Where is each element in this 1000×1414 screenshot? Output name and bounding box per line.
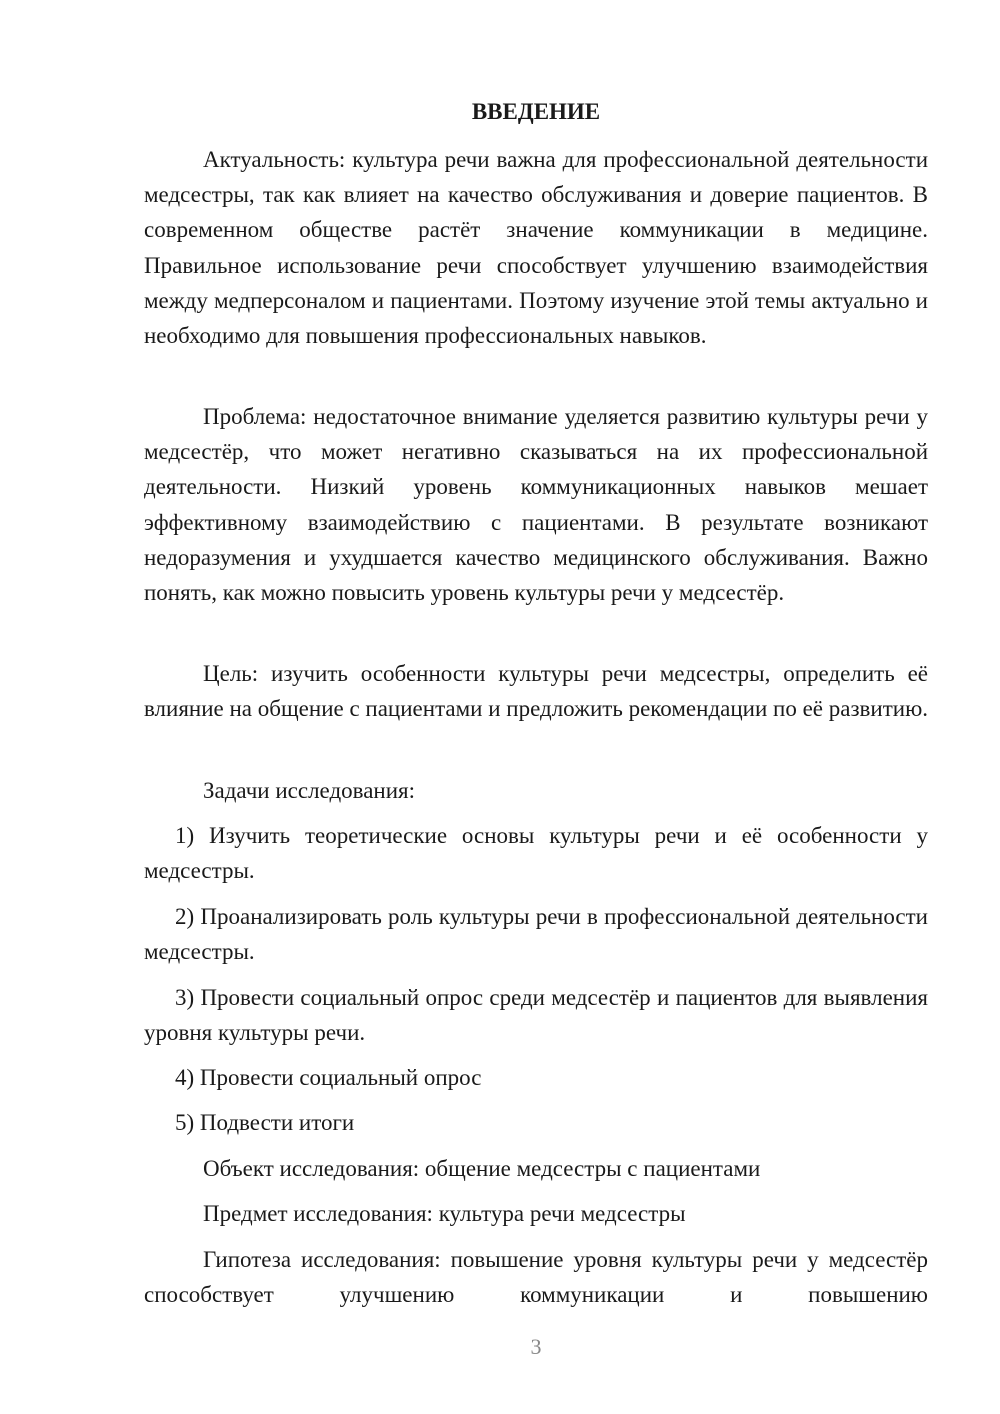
paragraph-object: Объект исследования: общение медсестры с пациентами <box>203 1156 761 1181</box>
paragraph-subject: Предмет исследования: культура речи медсестры <box>203 1201 686 1226</box>
page-number: 3 <box>530 1334 542 1359</box>
page-title: ВВЕДЕНИЕ <box>471 99 601 124</box>
paragraph-relevance: Актуальность: культура речи важна для профессиональной деятельности медсестры, так как влияет на качество обслуживания и доверие пациентов. В современном обществе растёт значение коммуникации в медицине. Правильное использование речи способствует улучшению взаимодействия между медперсоналом и пациентами. Поэтому изучение этой темы актуально и необходимо для повышения профессиональных навыков. <box>144 147 928 349</box>
tasks-heading: Задачи исследования: <box>203 778 416 803</box>
list-item-task-4: 4) Провести социальный опрос <box>175 1065 482 1090</box>
list-item-task-5: 5) Подвести итоги <box>175 1110 355 1135</box>
list-item-task-2: 2) Проанализировать роль культуры речи в профессиональной деятельности медсестры. <box>144 904 928 965</box>
paragraph-problem: Проблема: недостаточное внимание уделяется развитию культуры речи у медсестёр, что может негативно сказываться на их профессиональной деятельности. Низкий уровень коммуникационных навыков мешает эффективному взаимодействию с пациентами. В результате возникают недоразумения и ухудшается качество медицинского обслуживания. Важно понять, как можно повысить уровень культуры речи у медсестёр. <box>144 404 928 606</box>
paragraph-goal: Цель: изучить особенности культуры речи медсестры, определить её влияние на общение с пациентами и предложить рекомендации по её развитию. <box>144 661 929 722</box>
list-item-task-1: 1) Изучить теоретические основы культуры речи и её особенности у медсестры. <box>144 823 928 884</box>
list-item-task-3: 3) Провести социальный опрос среди медсестёр и пациентов для выявления уровня культуры речи. <box>144 985 928 1046</box>
paragraph-hypothesis: Гипотеза исследования: повышение уровня культуры речи у медсестёр способствует улучшению коммуникации и повышению <box>144 1247 928 1308</box>
